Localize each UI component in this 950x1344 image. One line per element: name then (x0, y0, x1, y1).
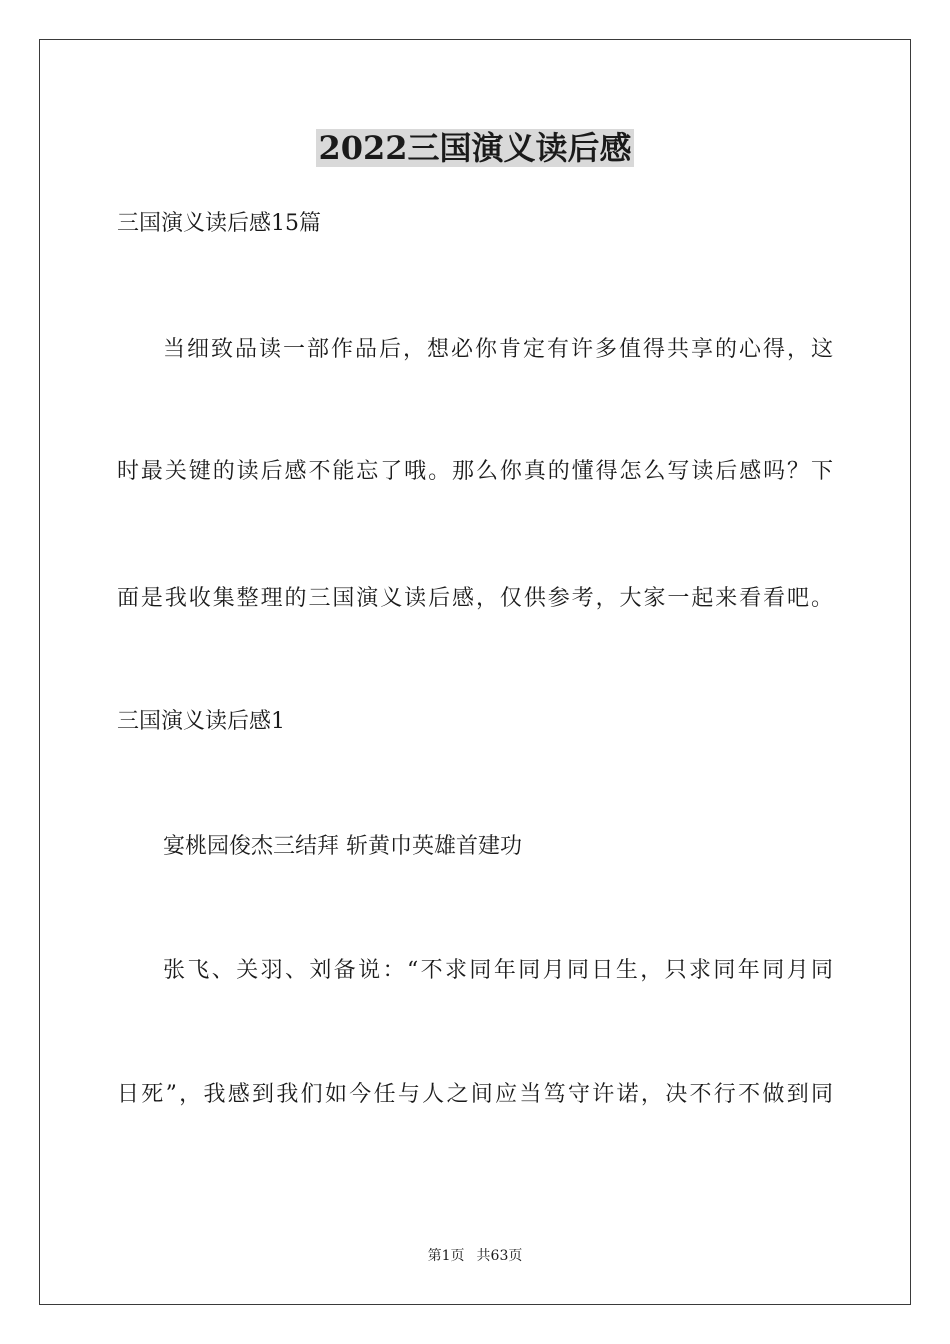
paragraph-line: 日死”，我感到我们如今任与人之间应当笃守许诺，决不行不做到同 (117, 1082, 833, 1107)
document-subtitle: 三国演义读后感15篇 (117, 211, 321, 236)
page-footer (0, 1247, 950, 1265)
paragraph-line: 面是我收集整理的三国演义读后感，仅供参考，大家一起来看看吧。 (117, 586, 833, 611)
section-heading: 三国演义读后感1 (117, 709, 285, 734)
paragraph-line: 张飞、关羽、刘备说：“不求同年同月同日生，只求同年同月同 (163, 958, 833, 983)
document-title (0, 126, 950, 170)
paragraph-line: 当细致品读一部作品后，想必你肯定有许多值得共享的心得，这 (163, 337, 833, 362)
page-total: 共63页 (476, 1248, 523, 1264)
document-title-text: 2022三国演义读后感 (318, 129, 632, 167)
page-number: 第1页 (427, 1248, 465, 1264)
paragraph-line: 时最关键的读后感不能忘了哦。那么你真的懂得怎么写读后感吗？下 (117, 459, 833, 484)
chapter-title-line: 宴桃园俊杰三结拜 斩黄巾英雄首建功 (163, 834, 522, 859)
